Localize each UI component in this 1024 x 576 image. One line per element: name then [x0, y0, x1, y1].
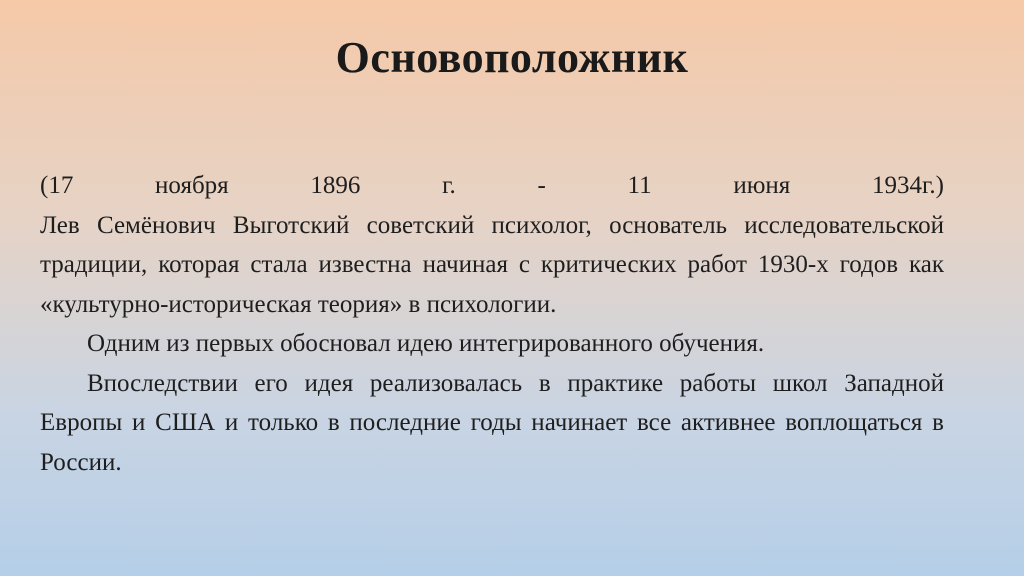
slide-title: Основоположник: [335, 33, 689, 82]
biography-paragraph: Лев Семёнович Выготский советский психолог, основатель исследовательской традиции, которая стала известна начиная с критических работ 1930-х годов как «культурно-историческая теория» в психологии.: [40, 211, 944, 318]
slide-body: [40, 166, 944, 482]
legacy-paragraph: Впоследствии его идея реализовалась в практике работы школ Западной Европы и США и только в последние годы начинает все активнее воплощаться в России.: [40, 369, 944, 476]
dates-line: (17 ноября 1896 г. - 11 июня 1934г.): [40, 172, 944, 199]
integrated-learning-paragraph: Одним из первых обосновал идею интегрированного обучения.: [87, 330, 765, 357]
